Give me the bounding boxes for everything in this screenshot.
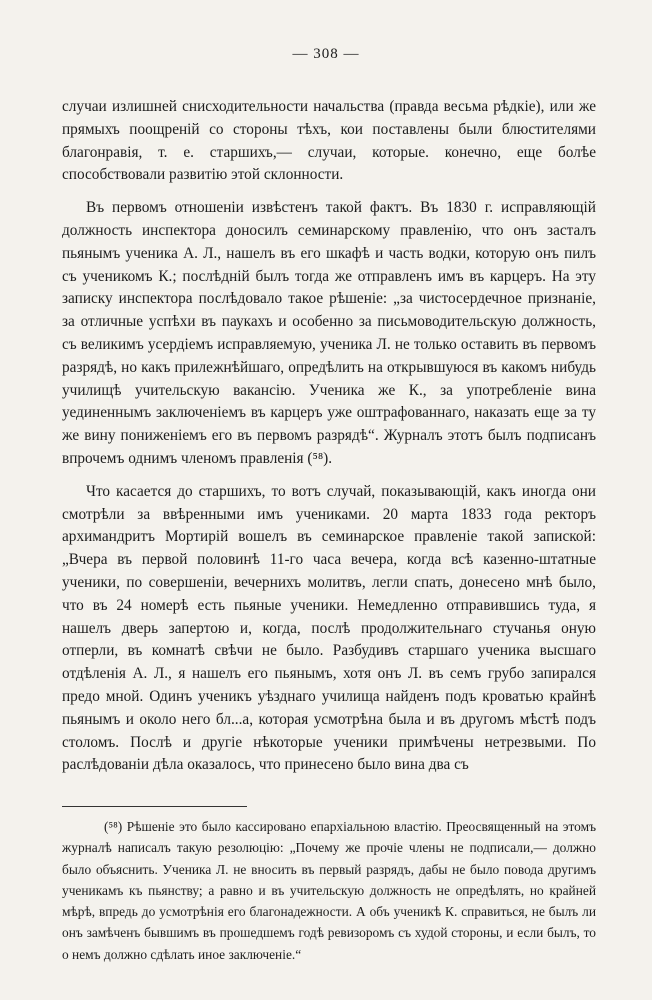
footnote-divider <box>62 806 247 807</box>
footnote-58: (⁵⁸) Рѣшеніе это было кассировано епархіальною властію. Преосвященный на этомъ журналѣ написалъ такую резолюцію: „Почему же прочіе члены не подписали,— должно было объяснить. Ученика Л. не вносить въ первый разрядъ, дабы не было повода другимъ ученикамъ къ пьянству; а равно и въ учительскую должность не опредѣлять, но крайней мѣрѣ, впредь до усмотрѣнія его благонадежности. А объ ученикѣ К. справиться, не былъ ли онъ замѣченъ бывшимъ въ прошедшемъ годѣ ревизоромъ съ худой стороны, и если былъ, то о немъ должно сдѣлать иное заключеніе.“ <box>62 819 596 962</box>
paragraph-1: случаи излишней снисходительности начальства (правда весьма рѣдкіе), или же прямыхъ поощреній со стороны тѣхъ, кои поставлены были блюстителями благонравія, т. е. старшихъ,— случаи, которые. конечно, еще болѣе способствовали развитію этой склонности. <box>62 98 596 184</box>
paragraph-2: Въ первомъ отношеніи извѣстенъ такой фактъ. Въ 1830 г. исправляющій должность инспектора доносилъ семинарскому правленію, что онъ засталъ пьянымъ ученика А. Л., нашелъ въ его шкафѣ и часть водки, которую онъ пилъ съ ученикомъ К.; послѣдній былъ тогда же отправленъ имъ въ карцеръ. На эту записку инспектора послѣдовало такое рѣшеніе: „за чистосердечное признаніе, за отличные успѣхи въ паукахъ и особенно за письмоводительскую должность, съ великимъ усердіемъ исправляемую, ученика Л. не только оставить въ первомъ разрядѣ, но какъ прилежнѣйшаго, опредѣлить на открывшуюся въ какомъ нибудь училищѣ учительскую вакансію. Ученика же К., за употребленіе вина уединеннымъ заключеніемъ въ карцеръ уже оштрафованнаго, наказать еще за ту же вину пониженіемъ его въ первомъ разрядѣ“. Журналъ этотъ былъ подписанъ впрочемъ однимъ членомъ правленія (⁵⁸). <box>62 199 596 467</box>
paragraph-3: Что касается до старшихъ, то вотъ случай, показывающій, какъ иногда они смотрѣли за ввѣренными имъ учениками. 20 марта 1833 года ректоръ архимандритъ Мортирій вошелъ въ семинарское правленіе такой запиской: „Вчера въ первой половинѣ 11-го часа вечера, когда всѣ казенно-штатные ученики, по совершеніи, вечернихъ молитвъ, легли спать, донесено мнѣ было, что въ 24 номерѣ есть пьяные ученики. Немедленно отправившись туда, я нашелъ дверь запертою и, когда, послѣ продолжительнаго стучанья оную отперли, въ комнатѣ свѣчи не было. Разбудивъ старшаго ученика высшаго отдѣленія А. Л., я нашелъ его пьянымъ, хотя онъ Л. въ семъ грубо запирался предо мной. Одинъ ученикъ уѣзднаго училища найденъ подъ кроватью крайнѣ пьянымъ и около него бл...а, которая усмотрѣна была и въ другомъ мѣстѣ подъ столомъ. Послѣ и другіе нѣкоторые ученики примѣчены нетрезвыми. По раслѣдованіи дѣла оказалось, что принесено было вина два съ <box>62 482 596 774</box>
page-number: — 308 — <box>292 46 360 62</box>
main-text <box>62 96 596 777</box>
